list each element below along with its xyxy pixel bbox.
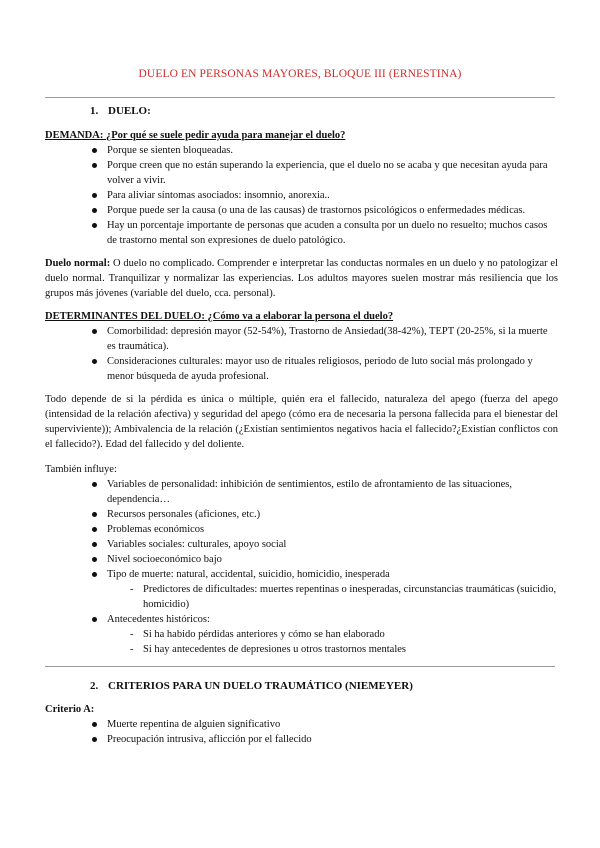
demanda-block <box>45 128 558 248</box>
demanda-heading: DEMANDA: ¿Por qué se suele pedir ayuda para manejar el duelo? <box>45 130 346 141</box>
list-item: Porque puede ser la causa (o una de las causas) de trastornos psicológicos o enfermedades médicas. <box>45 203 558 218</box>
influye-label: También influye: <box>45 464 117 475</box>
list-item: Comorbilidad: depresión mayor (52-54%), Trastorno de Ansiedad(38-42%), TEPT (20-25%, si la muerte es traumática). <box>45 324 558 354</box>
determinantes-heading: DETERMINANTES DEL DUELO: ¿Cómo va a elaborar la persona el duelo? <box>45 311 394 322</box>
list-item: Tipo de muerte: natural, accidental, suicidio, homicidio, inesperada <box>45 567 558 582</box>
list-item: Porque creen que no están superando la experiencia, que el duelo no se acaba y que necesitan ayuda para volver a vivir. <box>45 158 558 188</box>
sub-list-item: - Si hay antecedentes de depresiones u otros trastornos mentales <box>45 642 558 657</box>
list-item: Porque se sienten bloqueadas. <box>45 143 558 158</box>
influye-list <box>45 477 558 657</box>
section-1-number: 1. <box>90 105 99 117</box>
criterio-a-list <box>45 717 558 747</box>
list-item: Para aliviar síntomas asociados: insomnio, anorexia.. <box>45 188 558 203</box>
list-item: Muerte repentina de alguien significativo <box>45 717 558 732</box>
list-item: Problemas económicos <box>45 522 558 537</box>
duelo-normal-label: Duelo normal: <box>45 258 111 269</box>
list-item: Variables de personalidad: inhibición de sentimientos, estilo de afrontamiento de las situaciones, dependencia… <box>45 477 558 507</box>
determinantes-list <box>45 324 558 384</box>
section-2-heading <box>90 679 413 694</box>
duelo-normal-paragraph <box>45 256 558 301</box>
depende-text: Todo depende de si la pérdida es única o múltiple, quién era el fallecido, naturaleza del apego (fuerza del apego (intensidad de la relación afectiva) y seguridad del apego (cómo era de necesaria la persona fallecida para el bienestar del superviviente)); Ambivalencia de la relación (¿Existían sentimientos negativos hacia el fallecido?¿Existían conflictos con el fallecido?). Edad del fallecido y del doliente. <box>45 394 558 450</box>
duelo-normal-text: O duelo no complicado. Comprender e interpretar las conductas normales en un duelo y no patologizar el duelo normal. Tranquilizar y normalizar las experiencias. Los adultos mayores suelen mostrar más resiliencia que los grupos más jóvenes (variable del duelo, cca. personal). <box>45 258 558 299</box>
list-item: Antecedentes históricos: <box>45 612 558 627</box>
list-item: Preocupación intrusiva, aflicción por el fallecido <box>45 732 558 747</box>
list-item: Variables sociales: culturales, apoyo social <box>45 537 558 552</box>
list-item: Hay un porcentaje importante de personas que acuden a consulta por un duelo no resuelto; muchos casos de trastorno mental son expresiones de duelo patológico. <box>45 218 558 248</box>
determinantes-block <box>45 309 558 384</box>
section-1-title: DUELO: <box>108 105 151 117</box>
demanda-list <box>45 143 558 248</box>
depende-paragraph <box>45 392 558 452</box>
criterio-a-label: Criterio A: <box>45 704 95 715</box>
section-divider <box>45 666 555 667</box>
list-item: Recursos personales (aficiones, etc.) <box>45 507 558 522</box>
section-1-heading <box>90 104 151 119</box>
criterio-a-block <box>45 702 558 747</box>
sub-list-item: - Predictores de dificultades: muertes repentinas o inesperadas, circunstancias traumáticas (suicidio, homicidio) <box>45 582 558 612</box>
list-item: Consideraciones culturales: mayor uso de rituales religiosos, periodo de luto social más prolongado y menor búsqueda de ayuda profesional. <box>45 354 558 384</box>
list-item: Nivel socioeconómico bajo <box>45 552 558 567</box>
section-2-title: CRITERIOS PARA UN DUELO TRAUMÁTICO (NIEMEYER) <box>108 680 413 692</box>
sub-list-item: - Si ha habido pérdidas anteriores y cómo se han elaborado <box>45 627 558 642</box>
section-2-number: 2. <box>90 680 99 692</box>
document-title: DUELO EN PERSONAS MAYORES, BLOQUE III (ERNESTINA) <box>138 68 462 80</box>
top-divider <box>45 97 555 98</box>
influye-block <box>45 462 558 657</box>
